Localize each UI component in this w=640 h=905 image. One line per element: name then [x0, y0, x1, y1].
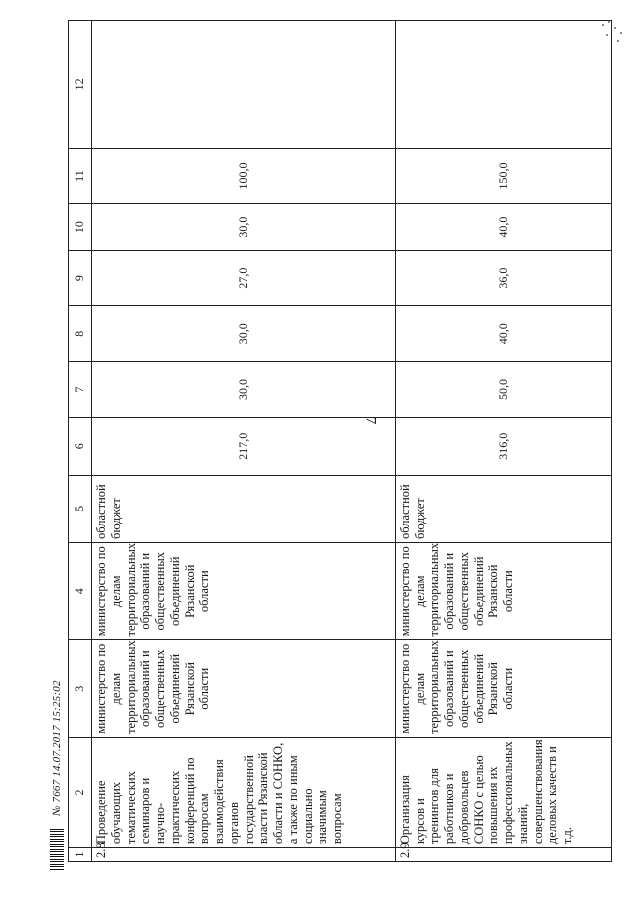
header-cell: 6: [69, 417, 92, 475]
header-cell: 5: [69, 475, 92, 542]
total-value: 316,0: [395, 417, 611, 475]
year-value: 100,0: [92, 148, 396, 204]
funding-source: областной бюджет: [92, 475, 396, 542]
header-cell: 11: [69, 148, 92, 204]
plan-table-container: [68, 20, 612, 862]
header-cell: 3: [69, 640, 92, 737]
year-value: 36,0: [395, 250, 611, 306]
year-value: 50,0: [395, 362, 611, 418]
coexecutor-cell: министерство по делам территориальных образований и общественных объединений Рязанской области: [395, 543, 611, 640]
document-reference: № 7667 14.07.2017 15:25:02: [51, 680, 64, 816]
header-cell: 2: [69, 737, 92, 847]
header-cell: 12: [69, 21, 92, 149]
executor-cell: министерство по делам территориальных образований и общественных объединений Рязанской области: [395, 640, 611, 737]
header-cell: 9: [69, 250, 92, 306]
barcode-icon: [50, 828, 64, 870]
note-cell: [395, 21, 611, 149]
year-value: 40,0: [395, 306, 611, 362]
document-footer: [48, 550, 68, 870]
activity-title: Проведение обучающих тематических семинаров и научно-практических конференций по вопросам взаимодействия органов государственной власти Рязанской области и СОНКО, а также по иным социально значимым вопросам: [92, 737, 396, 847]
coexecutor-cell: министерство по делам территориальных образований и общественных объединений Рязанской области: [92, 543, 396, 640]
year-value: 27,0: [92, 250, 396, 306]
row-number: 2.8: [92, 848, 396, 862]
year-value: 40,0: [395, 204, 611, 250]
header-cell: 8: [69, 306, 92, 362]
page-number: 7: [362, 416, 379, 425]
plan-table: [68, 20, 612, 862]
header-cell: 10: [69, 204, 92, 250]
year-value: 150,0: [395, 148, 611, 204]
header-row: [69, 21, 92, 862]
table-row: [92, 21, 396, 862]
year-value: 30,0: [92, 362, 396, 418]
header-cell: 7: [69, 362, 92, 418]
year-value: 30,0: [92, 204, 396, 250]
header-cell: 4: [69, 543, 92, 640]
header-cell: 1: [69, 848, 92, 862]
row-number: 2.9: [395, 848, 611, 862]
note-cell: [92, 21, 396, 149]
year-value: 30,0: [92, 306, 396, 362]
activity-title: Организация курсов и тренингов для работников и добровольцев СОНКО с целью повышения их профессиональных знаний, совершенствования деловых качеств и т.д.: [395, 737, 611, 847]
executor-cell: министерство по делам территориальных образований и общественных объединений Рязанской области: [92, 640, 396, 737]
funding-source: областной бюджет: [395, 475, 611, 542]
table-row: [395, 21, 611, 862]
total-value: 217,0: [92, 417, 396, 475]
